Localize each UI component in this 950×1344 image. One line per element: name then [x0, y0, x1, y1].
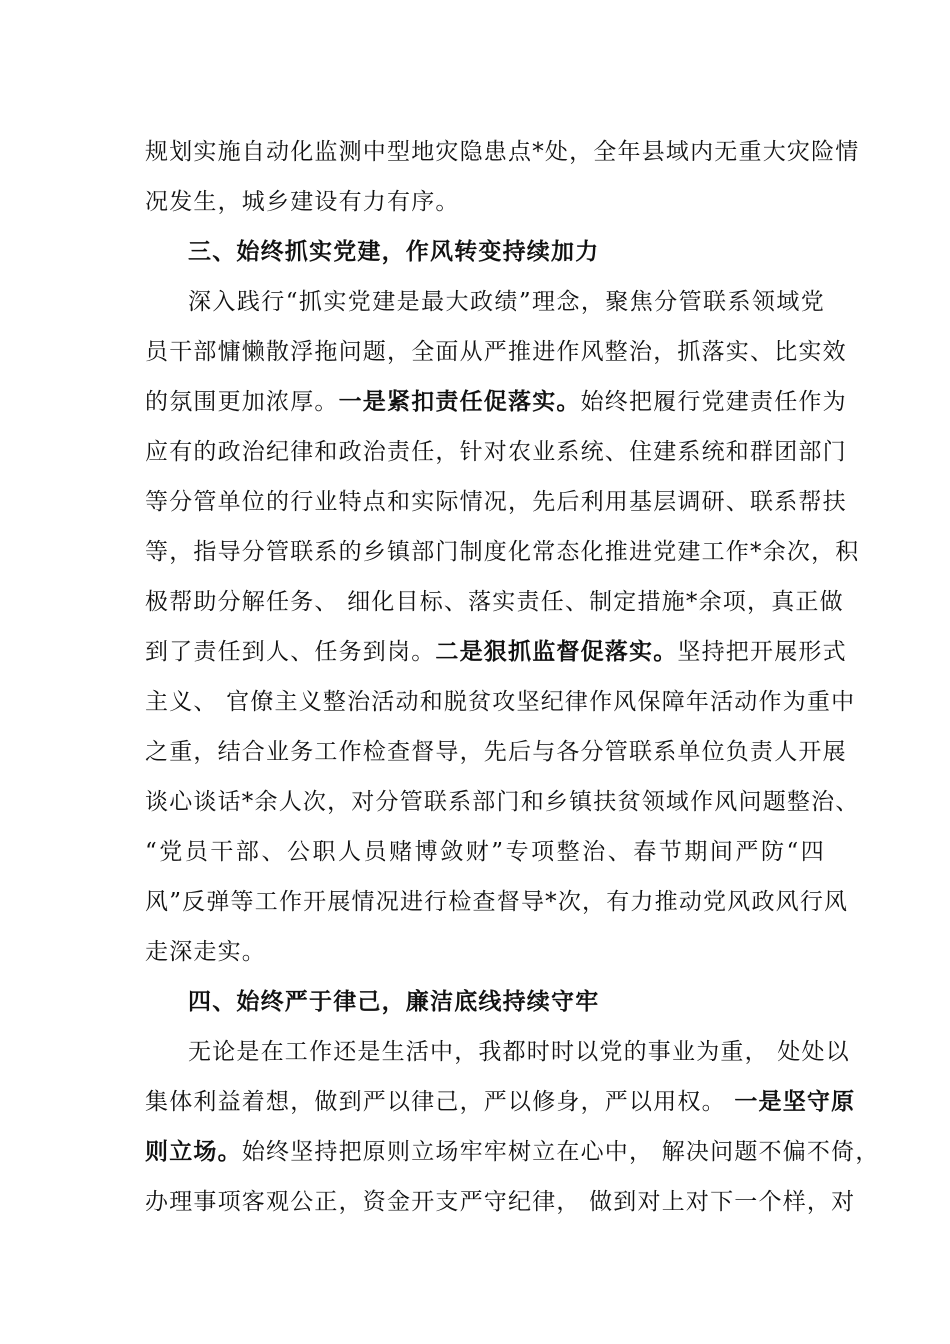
section-heading: 四、始终严于律己，廉洁底线持续守牢 — [188, 988, 600, 1015]
section-heading: 三、始终抓实党建，作风转变持续加力 — [188, 238, 600, 265]
bold-lead: 二是狠抓监督促落实。 — [435, 638, 678, 665]
paragraph-line: 风”反弹等工作开展情况进行检查督导*次，有力推动党风政风行风 — [145, 889, 849, 915]
bold-lead: 一是紧扣责任促落实。 — [338, 388, 581, 415]
paragraph-line: 规划实施自动化监测中型地灾隐患点*处，全年县域内无重大灾险情 — [145, 139, 860, 165]
paragraph-line — [145, 1136, 880, 1168]
bold-lead: 则立场。 — [145, 1138, 242, 1165]
text-run: 始终坚持把原则立场牢牢树立在心中， 解决问题不偏不倚， — [241, 1139, 880, 1165]
paragraph-line: 极帮助分解任务、 细化目标、落实责任、制定措施*余项，真正做 — [145, 589, 844, 615]
paragraph-line: 走深走实。 — [145, 939, 266, 965]
paragraph-line: 无论是在工作还是生活中，我都时时以党的事业为重， 处处以 — [188, 1039, 850, 1065]
paragraph-line: 等分管单位的行业特点和实际情况，先后利用基层调研、联系帮扶 — [145, 489, 847, 515]
paragraph-line — [145, 386, 847, 418]
paragraph-line: “党员干部、公职人员赌博敛财”专项整治、春节期间严防“四 — [145, 839, 825, 865]
text-run: 的氛围更加浓厚。 — [145, 389, 339, 415]
text-run: 集体利益着想，做到严以律己，严以修身，严以用权。 — [145, 1089, 726, 1115]
text-run: 到了责任到人、任务到岗。 — [145, 639, 436, 665]
paragraph-line: 应有的政治纪律和政治责任，针对农业系统、住建系统和群团部门 — [145, 439, 847, 465]
paragraph-line: 办理事项客观公正，资金开支严守纪律， 做到对上对下一个样，对 — [145, 1189, 856, 1215]
bold-lead: 一是坚守原 — [734, 1088, 856, 1115]
paragraph-line: 等，指导分管联系的乡镇部门制度化常态化推进党建工作*余次，积 — [145, 539, 860, 565]
text-run: 始终把履行党建责任作为 — [580, 389, 847, 415]
paragraph-line — [145, 636, 847, 668]
paragraph-line: 员干部慵懒散浮拖问题，全面从严推进作风整治，抓落实、比实效 — [145, 339, 847, 365]
paragraph-line — [145, 1086, 856, 1118]
paragraph-line: 之重，结合业务工作检查督导，先后与各分管联系单位负责人开展 — [145, 739, 847, 765]
paragraph-line: 深入践行“抓实党建是最大政绩”理念，聚焦分管联系领域党 — [188, 289, 825, 315]
paragraph-line: 谈心谈话*余人次，对分管联系部门和乡镇扶贫领域作风问题整治、 — [145, 789, 860, 815]
paragraph-line: 况发生，城乡建设有力有序。 — [145, 189, 460, 215]
text-run: 坚持把开展形式 — [677, 639, 847, 665]
paragraph-line: 主义、 官僚主义整治活动和脱贫攻坚纪律作风保障年活动作为重中 — [145, 689, 856, 715]
